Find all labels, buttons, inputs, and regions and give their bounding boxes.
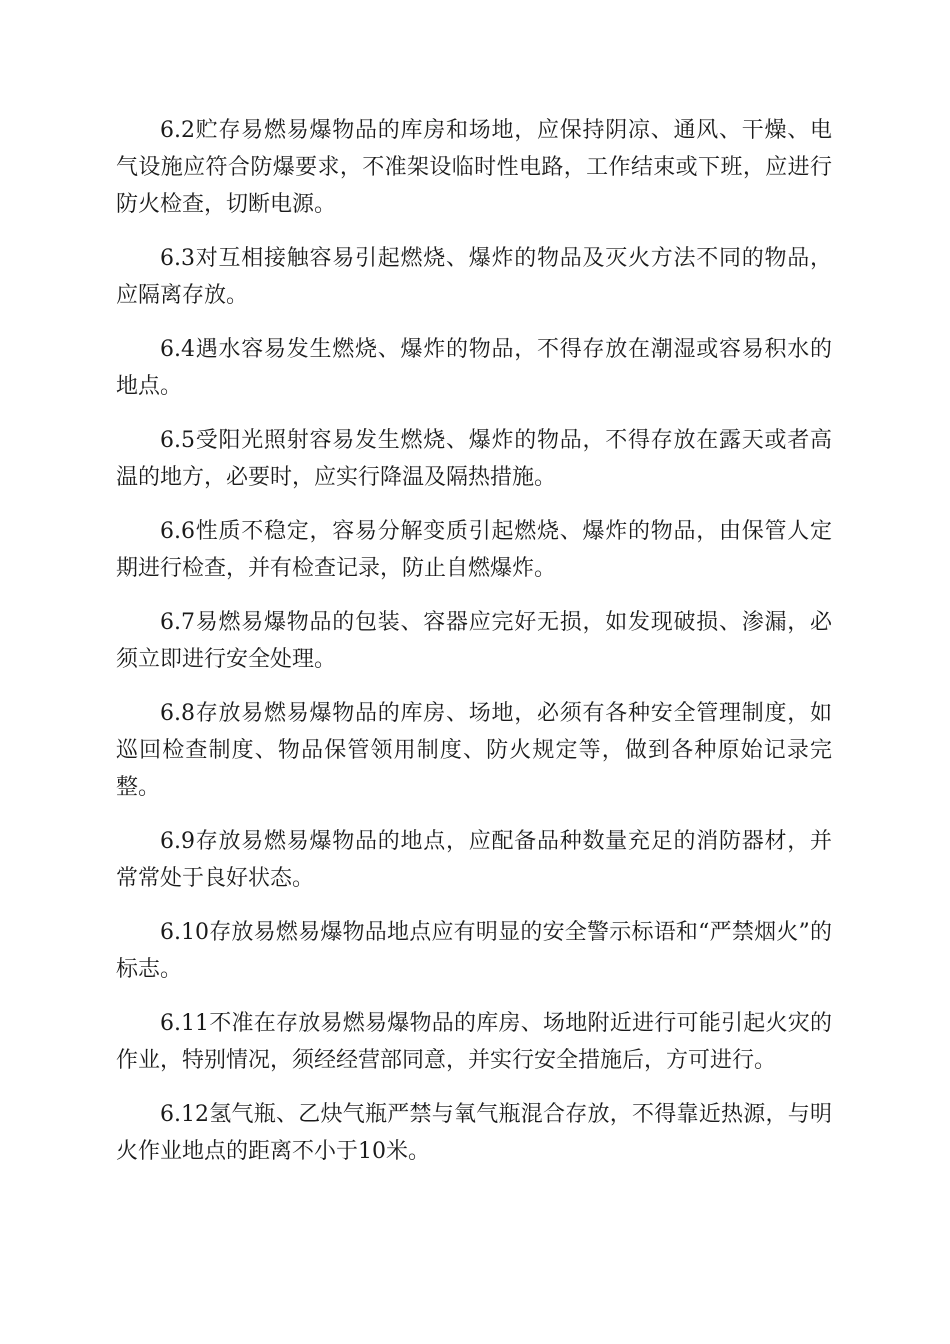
paragraph-6-3: 6.3对互相接触容易引起燃烧、爆炸的物品及灭火方法不同的物品，应隔离存放。 [116,246,832,308]
paragraph-6-9: 6.9存放易燃易爆物品的地点，应配备品种数量充足的消防器材，并常常处于良好状态。 [116,829,832,891]
document-body [116,112,832,1187]
paragraph-6-10: 6.10存放易燃易爆物品地点应有明显的安全警示标语和“严禁烟火”的标志。 [116,920,832,982]
paragraph-6-4: 6.4遇水容易发生燃烧、爆炸的物品，不得存放在潮湿或容易积水的地点。 [116,337,832,399]
paragraph-6-11: 6.11不准在存放易燃易爆物品的库房、场地附近进行可能引起火灾的作业，特别情况，须经经营部同意，并实行安全措施后，方可进行。 [116,1011,832,1073]
paragraph-6-12: 6.12氢气瓶、乙炔气瓶严禁与氧气瓶混合存放，不得靠近热源，与明火作业地点的距离不小于10米。 [116,1102,832,1164]
paragraph-6-6: 6.6性质不稳定，容易分解变质引起燃烧、爆炸的物品，由保管人定期进行检查，并有检查记录，防止自燃爆炸。 [116,519,832,581]
paragraph-6-8: 6.8存放易燃易爆物品的库房、场地，必须有各种安全管理制度，如巡回检查制度、物品保管领用制度、防火规定等，做到各种原始记录完整。 [116,701,832,800]
paragraph-6-5: 6.5受阳光照射容易发生燃烧、爆炸的物品，不得存放在露天或者高温的地方，必要时，应实行降温及隔热措施。 [116,428,832,490]
paragraph-6-7: 6.7易燃易爆物品的包装、容器应完好无损，如发现破损、渗漏，必须立即进行安全处理。 [116,610,832,672]
paragraph-6-2: 6.2贮存易燃易爆物品的库房和场地，应保持阴凉、通风、干燥、电气设施应符合防爆要求，不准架设临时性电路，工作结束或下班，应进行防火检查，切断电源。 [116,118,832,217]
